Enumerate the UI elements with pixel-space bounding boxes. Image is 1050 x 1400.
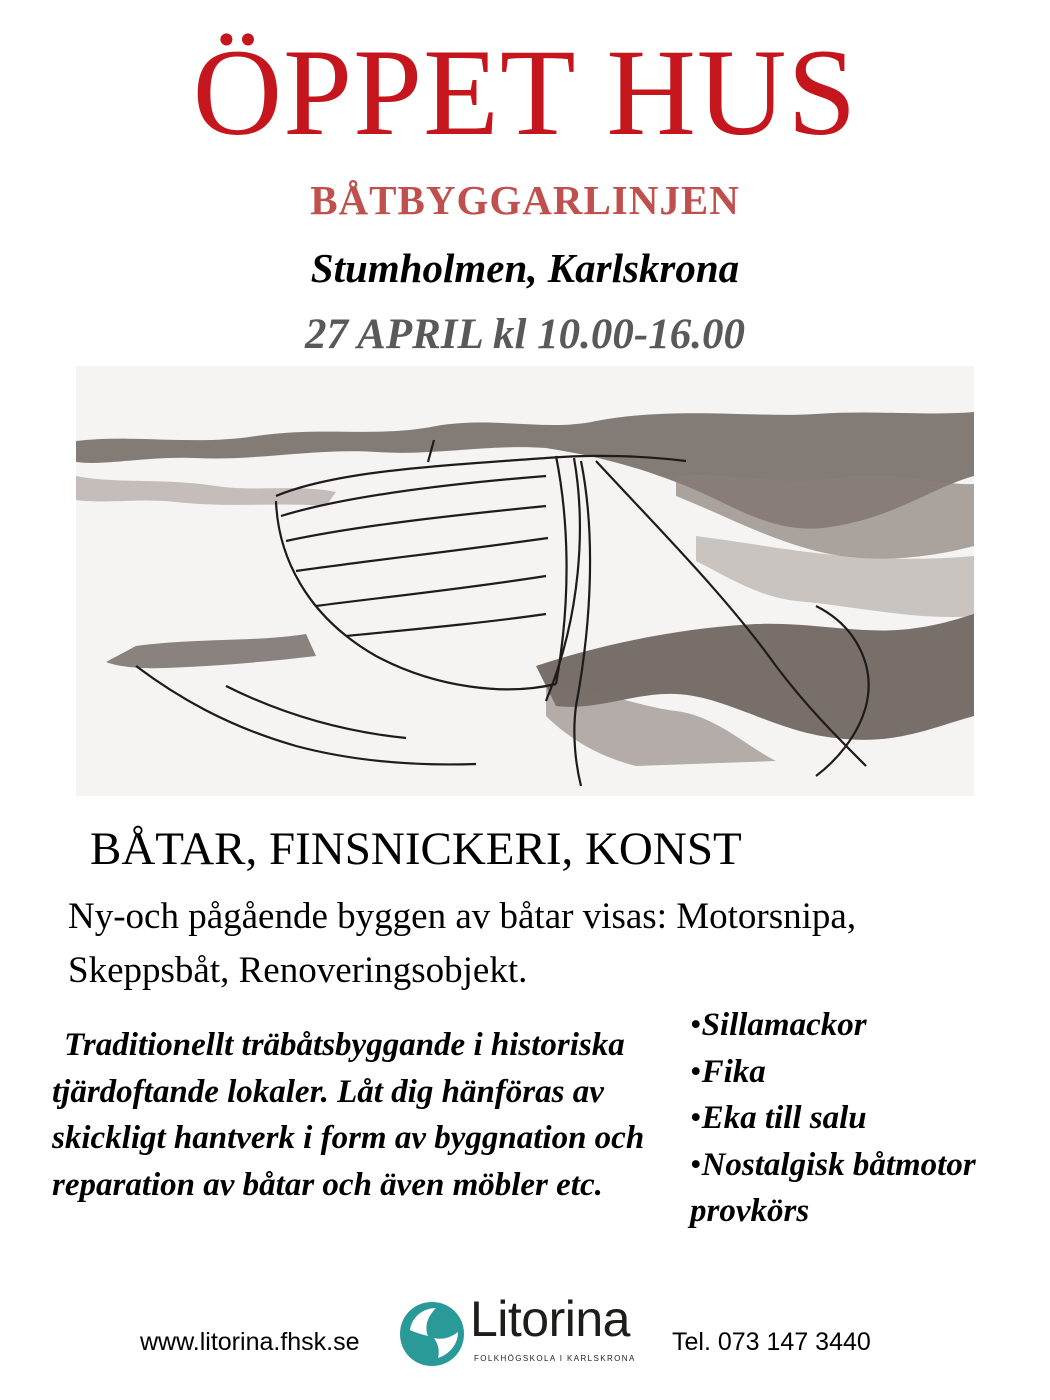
description-text: Ny-och pågående byggen av båtar visas: Motorsnipa, Skeppsbåt, Renoveringsobjekt. [68,896,857,991]
list-item: •Fika [690,1053,766,1090]
phone-number: Tel. 073 147 3440 [672,1328,871,1356]
event-location: Stumholmen, Karlskrona [310,245,740,291]
list-item: •Sillamackor [690,1007,867,1043]
boat-watercolor-image [76,366,974,796]
feature-heading: BÅTAR, FINSNICKERI, KONST [90,823,742,875]
pitch-text: Traditionellt träbåtsbyggande i historiska tjärdoftande lokaler. Låt dig hänföras av skickligt hantverk i form av byggnation och reparation av båtar och även möbler etc. [52,1027,645,1203]
logo-tagline: FOLKHÖGSKOLA I KARLSKRONA [474,1354,636,1363]
list-item-label: Sillamackor [701,1007,867,1043]
list-item: •Nostalgisk båtmotor provkörs [690,1146,976,1229]
list-item-label: Fika [701,1053,766,1090]
logo-name: Litorina [470,1291,630,1347]
litorina-logo-icon [398,1300,466,1368]
poster-subtitle: BÅTBYGGARLINJEN [310,177,740,223]
list-item: •Eka till salu [690,1100,867,1136]
list-item-label: Eka till salu [701,1100,867,1136]
offer-list [690,1002,1030,1235]
poster-title: ÖPPET HUS [192,24,858,161]
list-item-label: Nostalgisk båtmotor provkörs [690,1146,976,1229]
website-link[interactable]: www.litorina.fhsk.se [140,1328,360,1356]
event-date: 27 APRIL kl 10.00-16.00 [305,311,745,358]
